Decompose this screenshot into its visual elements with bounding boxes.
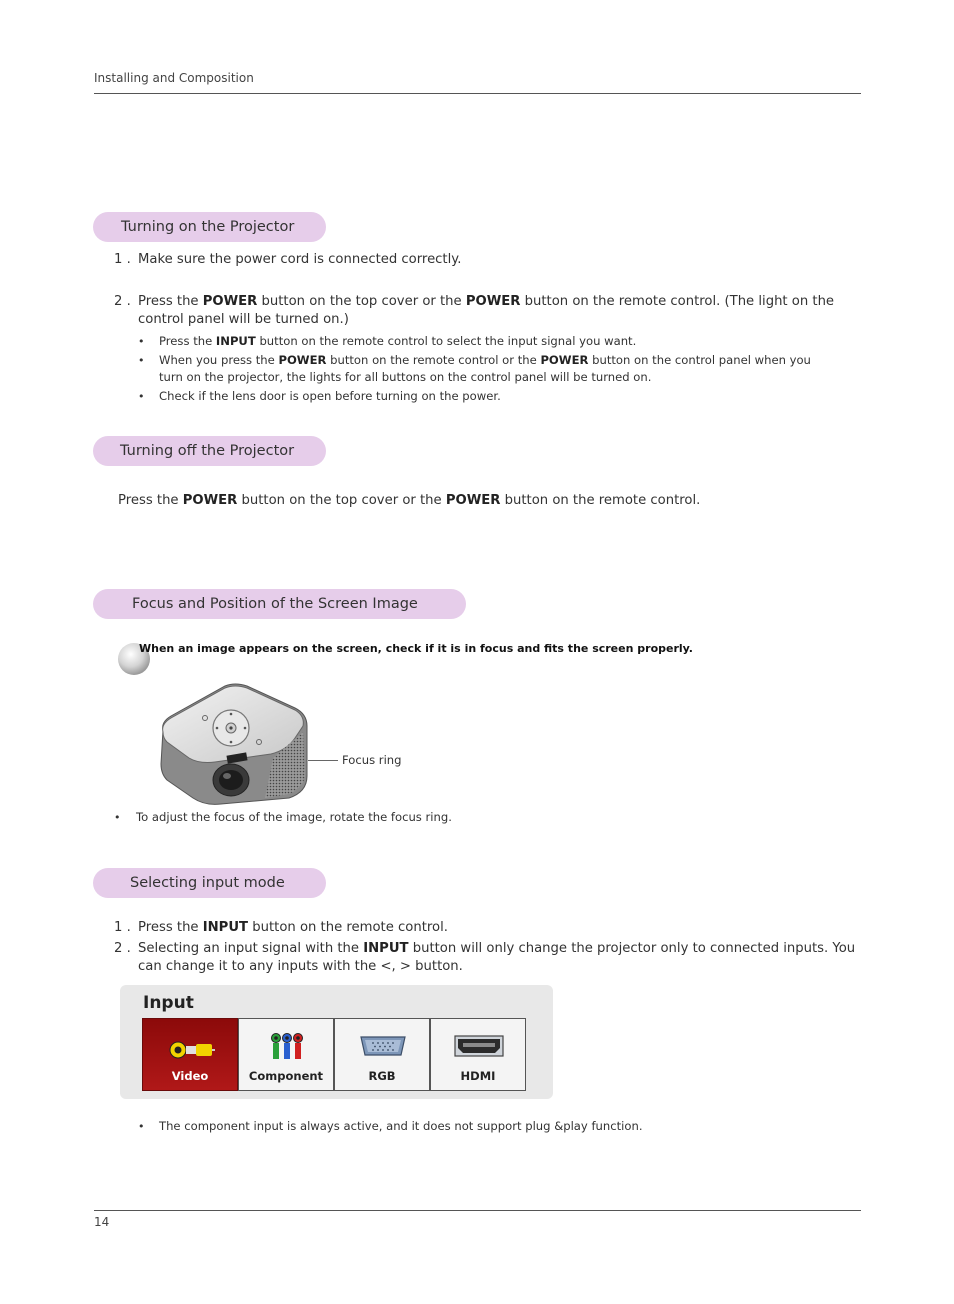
note-text: When an image appears on the screen, check if it is in focus and fits the screen properly. <box>139 642 693 655</box>
step-number: 1 . <box>114 920 131 935</box>
input-tile-label: RGB <box>368 1069 396 1083</box>
projector-illustration <box>155 680 320 808</box>
bullet-icon: • <box>138 335 145 348</box>
input-tile-hdmi[interactable] <box>430 1018 526 1091</box>
vga-port-icon <box>335 1019 431 1067</box>
page-number: 14 <box>94 1215 110 1229</box>
section-title-input-mode: Selecting input mode <box>93 868 326 898</box>
step-text: Press the INPUT button on the remote control. <box>138 920 448 935</box>
callout-line <box>308 760 338 761</box>
header-rule <box>94 93 861 94</box>
bullet-icon: • <box>138 390 145 403</box>
input-tile-component[interactable] <box>238 1018 334 1091</box>
step-text: Selecting an input signal with the INPUT button will only change the projector only to connected inputs. You <box>138 941 856 956</box>
bullet-text: The component input is always active, and it does not support plug &play function. <box>159 1119 643 1133</box>
step-number: 1 . <box>114 252 131 267</box>
step-number: 2 . <box>114 941 131 956</box>
bullet-text: When you press the POWER button on the remote control or the POWER button on the control panel when you <box>159 353 811 367</box>
bullet-icon: • <box>138 1120 145 1133</box>
input-tile-label: Component <box>248 1069 324 1083</box>
bullet-icon: • <box>114 811 121 824</box>
input-menu-title: Input <box>143 993 194 1013</box>
input-tile-label: HDMI <box>460 1069 496 1083</box>
bullet-text: Check if the lens door is open before turning on the power. <box>159 389 501 403</box>
input-tile-rgb[interactable] <box>334 1018 430 1091</box>
bullet-text-continued: turn on the projector, the lights for all buttons on the control panel will be turned on. <box>159 370 652 384</box>
callout-label: Focus ring <box>342 753 402 767</box>
section-title-focus: Focus and Position of the Screen Image <box>93 589 466 619</box>
step-text: Make sure the power cord is connected correctly. <box>138 252 462 267</box>
step-number: 2 . <box>114 294 131 309</box>
step-text-continued: can change it to any inputs with the <, > button. <box>138 959 463 974</box>
rca-video-icon <box>143 1019 239 1067</box>
step-text: Press the POWER button on the top cover or the POWER button on the remote control. (The light on the <box>138 294 835 309</box>
step-text-continued: control panel will be turned on.) <box>138 312 349 327</box>
footer-rule <box>94 1210 861 1211</box>
input-tile-label: Video <box>171 1069 209 1083</box>
section-title-turning-on: Turning on the Projector <box>93 212 326 242</box>
running-header: Installing and Composition <box>94 71 254 85</box>
bullet-icon: • <box>138 354 145 367</box>
section-title-turning-off: Turning off the Projector <box>93 436 326 466</box>
component-plugs-icon <box>239 1019 335 1067</box>
hdmi-port-icon <box>431 1019 527 1067</box>
input-tile-video[interactable] <box>142 1018 238 1091</box>
paragraph: Press the POWER button on the top cover or the POWER button on the remote control. <box>118 493 701 508</box>
bullet-text: Press the INPUT button on the remote control to select the input signal you want. <box>159 334 637 348</box>
bullet-text: To adjust the focus of the image, rotate the focus ring. <box>136 810 452 824</box>
